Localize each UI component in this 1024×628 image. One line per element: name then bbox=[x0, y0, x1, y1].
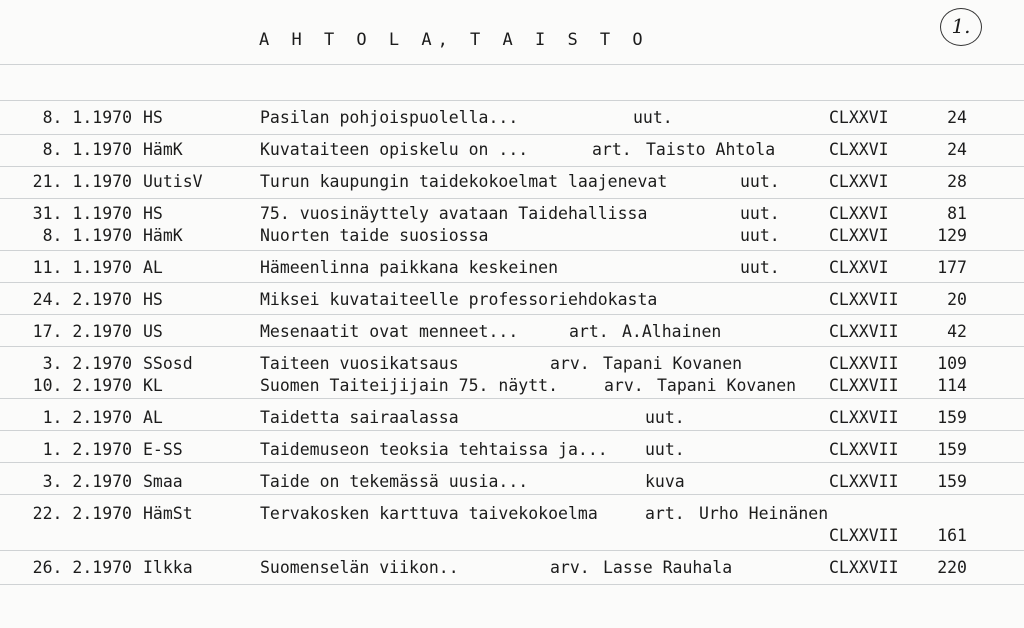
entry-row bbox=[0, 290, 1024, 310]
entry-author: Tapani Kovanen bbox=[657, 376, 797, 395]
entry-date: 1. 2.1970 bbox=[42, 408, 132, 427]
entry-volume: CLXXVII bbox=[829, 354, 899, 373]
entry-source: HämK bbox=[143, 226, 183, 245]
entry-page: 42 bbox=[947, 322, 967, 341]
entry-date: 8. 1.1970 bbox=[42, 226, 132, 245]
entry-page: 114 bbox=[937, 376, 967, 395]
entry-author: Tapani Kovanen bbox=[603, 354, 743, 373]
entry-row bbox=[0, 440, 1024, 460]
entry-author: Urho Heinänen bbox=[699, 504, 829, 523]
entry-title: Taide on tekemässä uusia... bbox=[260, 472, 529, 491]
entry-title: Miksei kuvataiteelle professoriehdokasta bbox=[260, 290, 658, 309]
entry-title: Kuvataiteen opiskelu on ... bbox=[260, 140, 529, 159]
entry-row bbox=[0, 322, 1024, 342]
entry-title: Pasilan pohjoispuolella... bbox=[260, 108, 519, 127]
entry-type: art. bbox=[592, 140, 632, 159]
entry-source: AL bbox=[143, 258, 163, 277]
entry-source: UutisV bbox=[143, 172, 203, 191]
entry-volume: CLXXVII bbox=[829, 472, 899, 491]
entry-title: Hämeenlinna paikkana keskeinen bbox=[260, 258, 559, 277]
entry-source: US bbox=[143, 322, 163, 341]
entry-source: HS bbox=[143, 204, 163, 223]
ruled-line bbox=[0, 494, 1024, 495]
ruled-line bbox=[0, 282, 1024, 283]
entry-volume: CLXXVII bbox=[829, 290, 899, 309]
entry-page: 220 bbox=[937, 558, 967, 577]
entry-volume: CLXXVII bbox=[829, 376, 899, 395]
entry-page: 129 bbox=[937, 226, 967, 245]
ruled-line bbox=[0, 64, 1024, 65]
entry-date: 31. 1.1970 bbox=[32, 204, 132, 223]
entry-volume: CLXXVII bbox=[829, 526, 899, 545]
entry-source: HämSt bbox=[143, 504, 193, 523]
entry-volume: CLXXVII bbox=[829, 558, 899, 577]
entry-date: 17. 2.1970 bbox=[32, 322, 132, 341]
ruled-line bbox=[0, 550, 1024, 551]
ruled-line bbox=[0, 198, 1024, 199]
entry-row bbox=[0, 226, 1024, 246]
entry-source: Ilkka bbox=[143, 558, 193, 577]
entry-title: Nuorten taide suosiossa bbox=[260, 226, 489, 245]
entry-row bbox=[0, 376, 1024, 396]
entry-row bbox=[0, 558, 1024, 578]
entry-volume: CLXXVI bbox=[829, 108, 889, 127]
entry-date: 1. 2.1970 bbox=[42, 440, 132, 459]
entry-row bbox=[0, 472, 1024, 492]
entry-date: 3. 2.1970 bbox=[42, 354, 132, 373]
entry-type: art. bbox=[645, 504, 685, 523]
entry-source: HämK bbox=[143, 140, 183, 159]
entry-row-continuation bbox=[0, 526, 1024, 546]
entry-title: Suomenselän viikon.. bbox=[260, 558, 459, 577]
ruled-line bbox=[0, 584, 1024, 585]
entry-row bbox=[0, 504, 1024, 524]
entry-row bbox=[0, 172, 1024, 192]
entry-volume: CLXXVI bbox=[829, 226, 889, 245]
entry-page: 159 bbox=[937, 472, 967, 491]
entry-volume: CLXXVII bbox=[829, 322, 899, 341]
card-number-circle: 1. bbox=[940, 8, 982, 46]
entry-title: 75. vuosinäyttely avataan Taidehallissa bbox=[260, 204, 648, 223]
entry-source: HS bbox=[143, 290, 163, 309]
entry-title: Taidemuseon teoksia tehtaissa ja... bbox=[260, 440, 608, 459]
entry-page: 159 bbox=[937, 408, 967, 427]
entry-row bbox=[0, 204, 1024, 224]
entry-volume: CLXXVI bbox=[829, 204, 889, 223]
entry-date: 8. 1.1970 bbox=[42, 140, 132, 159]
entry-type: uut. bbox=[633, 108, 673, 127]
entry-volume: CLXXVI bbox=[829, 172, 889, 191]
entry-title: Taiteen vuosikatsaus bbox=[260, 354, 459, 373]
ruled-line bbox=[0, 462, 1024, 463]
entry-author: Lasse Rauhala bbox=[603, 558, 733, 577]
card-title: A H T O L A, T A I S T O bbox=[259, 30, 649, 50]
entry-volume: CLXXVII bbox=[829, 440, 899, 459]
entry-page: 177 bbox=[937, 258, 967, 277]
ruled-line bbox=[0, 430, 1024, 431]
entry-title: Mesenaatit ovat menneet... bbox=[260, 322, 519, 341]
entry-date: 10. 2.1970 bbox=[32, 376, 132, 395]
entry-source: SSosd bbox=[143, 354, 193, 373]
entry-type: uut. bbox=[740, 226, 780, 245]
entry-page: 159 bbox=[937, 440, 967, 459]
entry-page: 81 bbox=[947, 204, 967, 223]
entry-row bbox=[0, 140, 1024, 160]
entry-type: uut. bbox=[645, 440, 685, 459]
entry-volume: CLXXVI bbox=[829, 140, 889, 159]
entry-page: 28 bbox=[947, 172, 967, 191]
entry-page: 24 bbox=[947, 108, 967, 127]
entry-author: Taisto Ahtola bbox=[646, 140, 776, 159]
entry-volume: CLXXVII bbox=[829, 408, 899, 427]
ruled-line bbox=[0, 100, 1024, 101]
entry-date: 26. 2.1970 bbox=[32, 558, 132, 577]
entry-type: uut. bbox=[740, 258, 780, 277]
entry-title: Turun kaupungin taidekokoelmat laajenevat bbox=[260, 172, 668, 191]
entry-type: uut. bbox=[740, 172, 780, 191]
entry-title: Tervakosken karttuva taivekokoelma bbox=[260, 504, 598, 523]
entry-row bbox=[0, 354, 1024, 374]
entry-type: arv. bbox=[604, 376, 644, 395]
entry-type: kuva bbox=[645, 472, 685, 491]
entry-author: A.Alhainen bbox=[622, 322, 722, 341]
entry-row bbox=[0, 108, 1024, 128]
entry-type: uut. bbox=[740, 204, 780, 223]
entry-type: art. bbox=[569, 322, 609, 341]
entry-title: Suomen Taiteijijain 75. näytt. bbox=[260, 376, 559, 395]
ruled-line bbox=[0, 346, 1024, 347]
entry-page: 161 bbox=[937, 526, 967, 545]
entry-date: 21. 1.1970 bbox=[32, 172, 132, 191]
entry-row bbox=[0, 408, 1024, 428]
ruled-line bbox=[0, 134, 1024, 135]
entry-source: Smaa bbox=[143, 472, 183, 491]
entry-date: 24. 2.1970 bbox=[32, 290, 132, 309]
entry-source: E-SS bbox=[143, 440, 183, 459]
entry-date: 22. 2.1970 bbox=[32, 504, 132, 523]
entry-page: 20 bbox=[947, 290, 967, 309]
entry-row bbox=[0, 258, 1024, 278]
entry-date: 8. 1.1970 bbox=[42, 108, 132, 127]
ruled-line bbox=[0, 166, 1024, 167]
entry-volume: CLXXVI bbox=[829, 258, 889, 277]
entry-page: 109 bbox=[937, 354, 967, 373]
ruled-line bbox=[0, 250, 1024, 251]
entry-type: uut. bbox=[645, 408, 685, 427]
entry-title: Taidetta sairaalassa bbox=[260, 408, 459, 427]
ruled-line bbox=[0, 398, 1024, 399]
entry-source: KL bbox=[143, 376, 163, 395]
entry-date: 3. 2.1970 bbox=[42, 472, 132, 491]
entry-source: HS bbox=[143, 108, 163, 127]
entry-type: arv. bbox=[550, 558, 590, 577]
entry-date: 11. 1.1970 bbox=[32, 258, 132, 277]
entry-source: AL bbox=[143, 408, 163, 427]
ruled-line bbox=[0, 314, 1024, 315]
entry-page: 24 bbox=[947, 140, 967, 159]
entry-type: arv. bbox=[550, 354, 590, 373]
